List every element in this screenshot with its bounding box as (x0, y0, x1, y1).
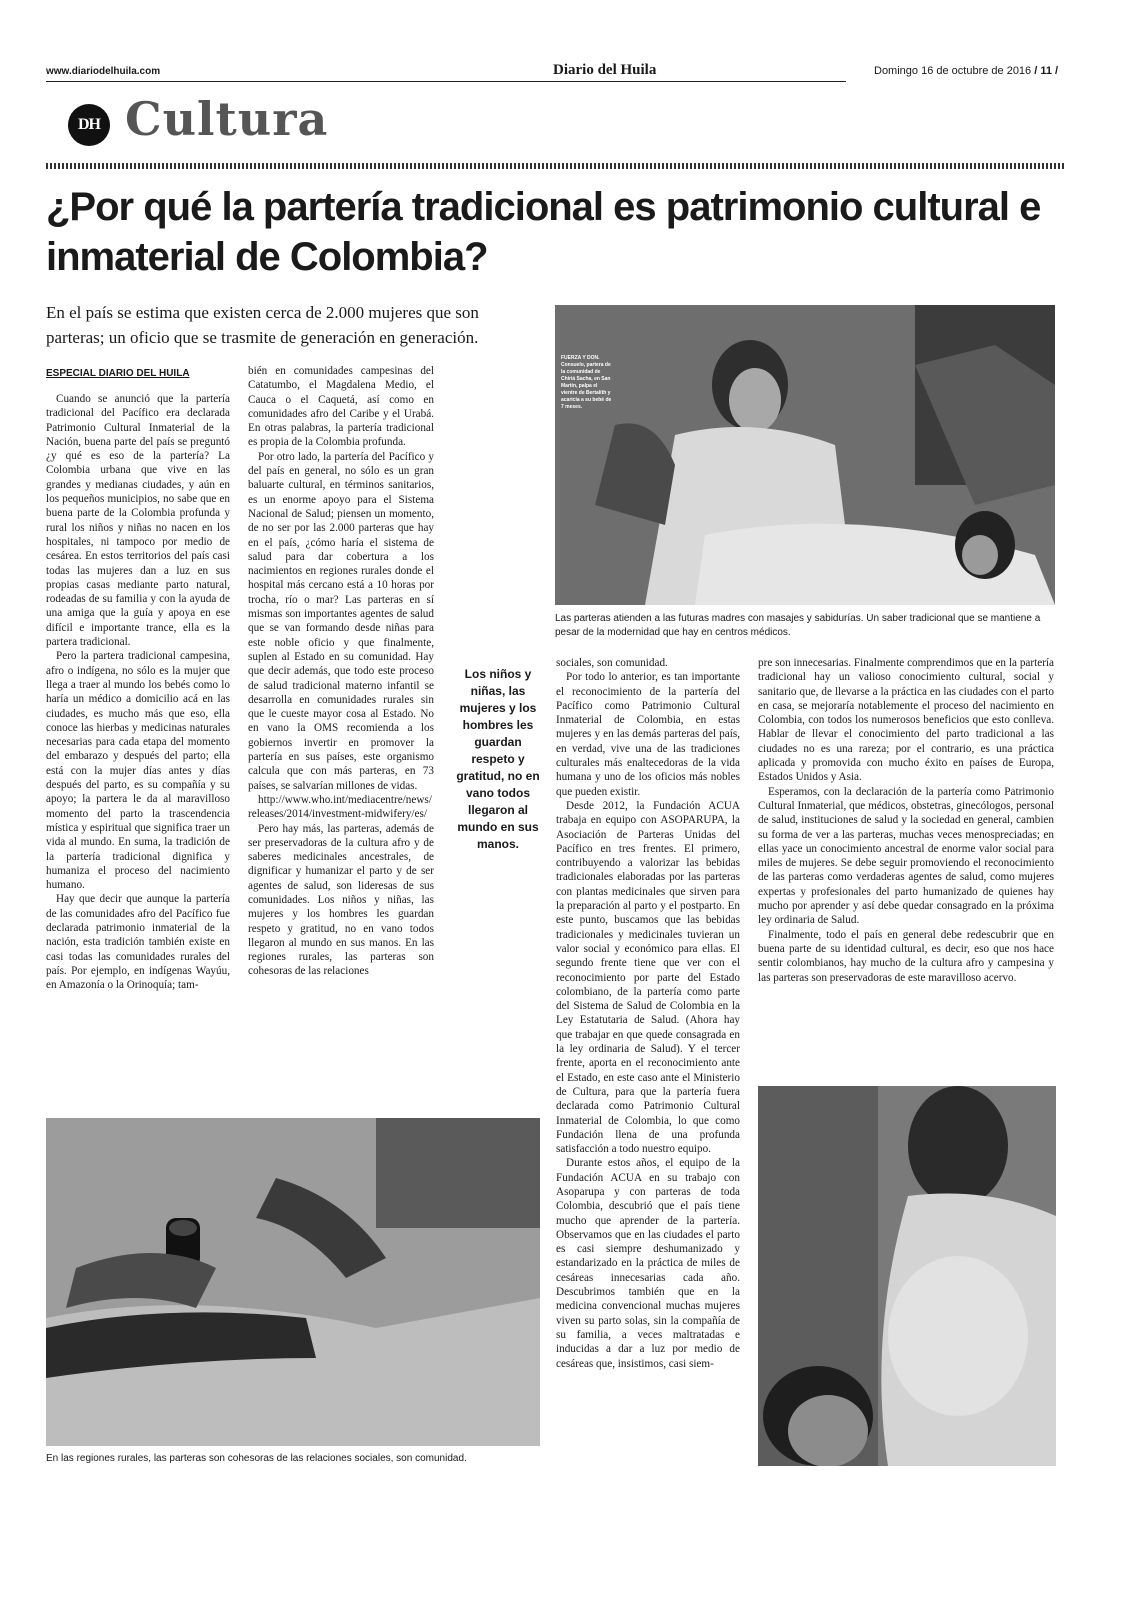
paragraph: Pero la partera tradicional campesina, afro o indígena, no sólo es la mujer que llega a traer al mundo los bebés como lo haría un médico a domicilio acá en las ciudades, es mucho más que eso, ella conoce las hierbas y medicinas naturales necesarias para cada etapa del momento del embarazo y después del parto; ella está con la mujer días antes y días después del parto, es su compañía y su apoyo; la partera le da al maravilloso momento del parto la trascendencia mística y espiritual que significa traer un vida al mundo. En suma, la tradición de la partería tradicional dignifica y humaniza el proceso del nacimiento humano. (46, 650, 230, 892)
photo-midwife-graphic (555, 305, 1055, 605)
dh-logo: DH (68, 104, 110, 146)
photo-midwife-massage (555, 305, 1055, 605)
photo-elder-graphic (758, 1086, 1056, 1466)
paragraph: Desde 2012, la Fundación ACUA trabaja en equipo con ASOPARUPA, la Asociación de Parteras Unidas del Pacífico en tres frentes. El primero, contribuyendo a valorizar las bebidas tradicionales elaboradas por las parteras con plantas medicinales que sirven para la preparación al parto y el postparto. En este punto, buscamos que las bebidas tradicionales y medicinales tuvieran un valor social y económico para ellas. El segundo frente tiene que ver con el reconocimiento por parte del Estado colombiano, de la partería como parte del Sistema de Salud de Colombia en la Ley Estatutaria de Salud. (Ahora hay que trabajar en que quede consagrada en la ley ordinaria de Salud). Y el tercer frente, aporta en el reconocimiento ante el Estado, en este caso ante el Ministerio de Cultura, para que la partería fuera declarada como Patrimonio Cultural Inmaterial de Colombia, lo que como Fundación llena de una profunda satisfacción a todo nuestro equipo. (556, 799, 740, 1156)
paragraph: pre son innecesarias. Finalmente comprendimos que en la partería tradicional hay un valioso conocimiento cultural, social y sanitario que, de llevarse a la práctica en las ciudades con el parto en casa, se mejoraría notablemente el proceso del nacimiento en Colombia, con todos los numerosos beneficios que esto conlleva. Hablar de llevar el conocimiento del parto tradicional a las ciudades no es una rareza; por el contrario, es una práctica aplicada y promovida con mucho éxito en países de Europa, Estados Unidos y Asia. (758, 657, 1054, 784)
paragraph: bién en comunidades campesinas del Catatumbo, el Magdalena Medio, el Cauca o el Caquetá, así como en comunidades afro del Caribe y el Urabá. En otras palabras, la partería tradicional es propia de la Colombia profunda. (248, 365, 434, 449)
page-number: / 11 / (1031, 65, 1059, 77)
section-rule (46, 163, 1064, 169)
paragraph: Hay que decir que aunque la partería de las comunidades afro del Pacífico fue declarada patrimonio inmaterial de la nación, esta tradición también existe en casi todas las comunidades rurales del país. Por ejemplo, en indígenas Wayúu, en Amazonía o la Orinoquía; tam- (46, 893, 230, 992)
paragraph: Finalmente, todo el país en general debe redescubrir que en buena parte de su identidad cultural, es decir, eso que nos hace sentir colombianos, hay mucho de la cultura afro y campesina y las parteras son preservadoras de este maravilloso acervo. (758, 928, 1054, 984)
byline: ESPECIAL DIARIO DEL HUILA (46, 368, 190, 379)
article-column-3 (556, 656, 740, 1371)
pull-quote: Los niños y niñas, las mujeres y los hombres les guardan respeto y gratitud, no en vano todos llegaron al mundo en sus manos. (456, 667, 540, 851)
paragraph: sociales, son comunidad. (556, 657, 668, 669)
photo-caption-bottom: En las regiones rurales, las parteras son cohesoras de las relaciones sociales, son comunidad. (46, 1453, 467, 1464)
photo-credit: FUERZA Y DON. Consuelo, partera de la comunidad de Chiriá Sacha, en San Martín, palpa el vientre de Bertalith y acaricia a su bebé de 7 meses. (561, 355, 612, 410)
paragraph: Esperamos, con la declaración de la partería como Patrimonio Cultural Inmaterial, que médicos, obstetras, ginecólogos, personal de salud, instituciones de salud y la sociedad en general, cambien su forma de ver a las parteras, muchas veces menospreciadas; en ellas yace un conocimiento ancestral de enorme valor social para miles de mujeres. Se debe seguir promoviendo el reconocimiento de las parteras como verdaderas agentes de salud, como mujeres expertas y profesionales del parto humanizado de quienes hay mucho por aprender y así debe quedar consagrado en la próxima ley ordinaria de Salud. (758, 785, 1054, 927)
newspaper-name (553, 62, 656, 79)
photo-hands-graphic (46, 1118, 540, 1446)
photo-elder-pregnant (758, 1086, 1056, 1466)
photo-hands-massage (46, 1118, 540, 1446)
article-column-4 (758, 656, 1054, 985)
newspaper-name-a: Diario del (553, 62, 621, 78)
date-text: Domingo 16 de octubre de 2016 (874, 65, 1032, 77)
url-link[interactable]: http://www.who.int/mediacentre/news/releases/2014/investment-midwifery/es/ (248, 793, 432, 821)
paragraph: Pero hay más, las parteras, además de ser preservadoras de la cultura afro y de saberes medicinales ancestrales, de dignificar y humanizar el parto y de ser agentes de salud, son lideresas de sus comunidades. Los niños y niñas, las mujeres y los hombres les guardan respeto y gratitud, no en vano todos llegaron al mundo en sus manos. En las regiones rurales, las parteras son cohesoras de las relaciones (248, 822, 434, 978)
paragraph: Por todo lo anterior, es tan importante el reconocimiento de la partería del Pacífico como Patrimonio Cultural Inmaterial de Colombia, en estas mujeres y en las demás parteras del país, en verdad, vive una de las tradiciones culturales más enaltecedoras de la vida humana y uno de los oficios más nobles que pueden existir. (556, 671, 740, 798)
site-url[interactable]: www.diariodelhuila.com (46, 66, 161, 77)
masthead-rule (46, 81, 846, 82)
headline: ¿Por qué la partería tradicional es patrimonio cultural e inmaterial de Colombia? (46, 185, 1041, 279)
deck: En el país se estima que existen cerca de 2.000 mujeres que son parteras; un oficio que se trasmite de generación en generación. (46, 303, 479, 347)
paragraph: Cuando se anunció que la partería tradicional del Pacífico era declarada Patrimonio Cultural Inmaterial de la Nación, buena parte del país se preguntó ¿y qué es eso de la partería? La Colombia urbana que vive en las grandes y medianas ciudades, y aún en los pequeños municipios, no sabe que en buena parte de la Colombia profunda y rural los niños y niñas no nacen en los hospitales, ni tampoco por medio de cesárea. En estos territorios del país casi todas las mujeres dan a luz en sus propias casas mediante parto natural, rodeadas de su familia y con la ayuda de una amiga que la guía y apoya en ese difícil e importante trance, ella es la partera tradicional. (46, 393, 230, 649)
article-column-2 (248, 364, 434, 979)
paragraph: Por otro lado, la partería del Pacífico y del país en general, no sólo es un gran baluarte cultural, en términos sanitarios, es un enorme apoyo para el Sistema Nacional de Salud; piensen un momento, de no ser por las 2.000 parteras que hay en el país, ¿cómo haría el sistema de salud para dar cobertura a los nacimientos en regiones rurales donde el hospital más cercano está a 10 horas por trocha, río o mar? Las parteras en sí mismas son importantes agentes de salud que se van formando desde niñas para este noble oficio y que finalmente, suplen al Estado en su comunidad. Hay que decir además, que todo este proceso de salud tradicional materno infantil se desarrolla en comunidades rurales sin que le cueste mayor cosa al Estado. No en vano la OMS recomienda a los gobiernos invertir en promover la partería en sus países, este organismo calcula que con más parteras, en 73 países, se salvarían millones de vidas. (248, 450, 434, 792)
newspaper-name-b: Huila (620, 62, 657, 78)
paragraph: Durante estos años, el equipo de la Fundación ACUA en su trabajo con Asoparupa y con parteras de toda Colombia, descubrió que el país tiene mucho que aprender de la partería. Observamos que en las ciudades el parto es casi siempre deshumanizado y estandarizado en la práctica de miles de cesáreas innecesarias cada año. Descubrimos también que en la medicina convencional muchas mujeres viven su parto solas, sin la compañía de su familia, a veces maltratadas e inducidas a dar a luz por medio de cesáreas que, insistimos, casi siem- (556, 1157, 740, 1370)
photo-caption-top: Las parteras atienden a las futuras madres con masajes y sabidurías. Un saber tradicional que se mantiene a pesar de la modernidad que hay en centros médicos. (555, 613, 1041, 638)
issue-date (874, 65, 1058, 77)
article-column-1 (46, 392, 230, 992)
section-title: Cultura (125, 92, 329, 146)
